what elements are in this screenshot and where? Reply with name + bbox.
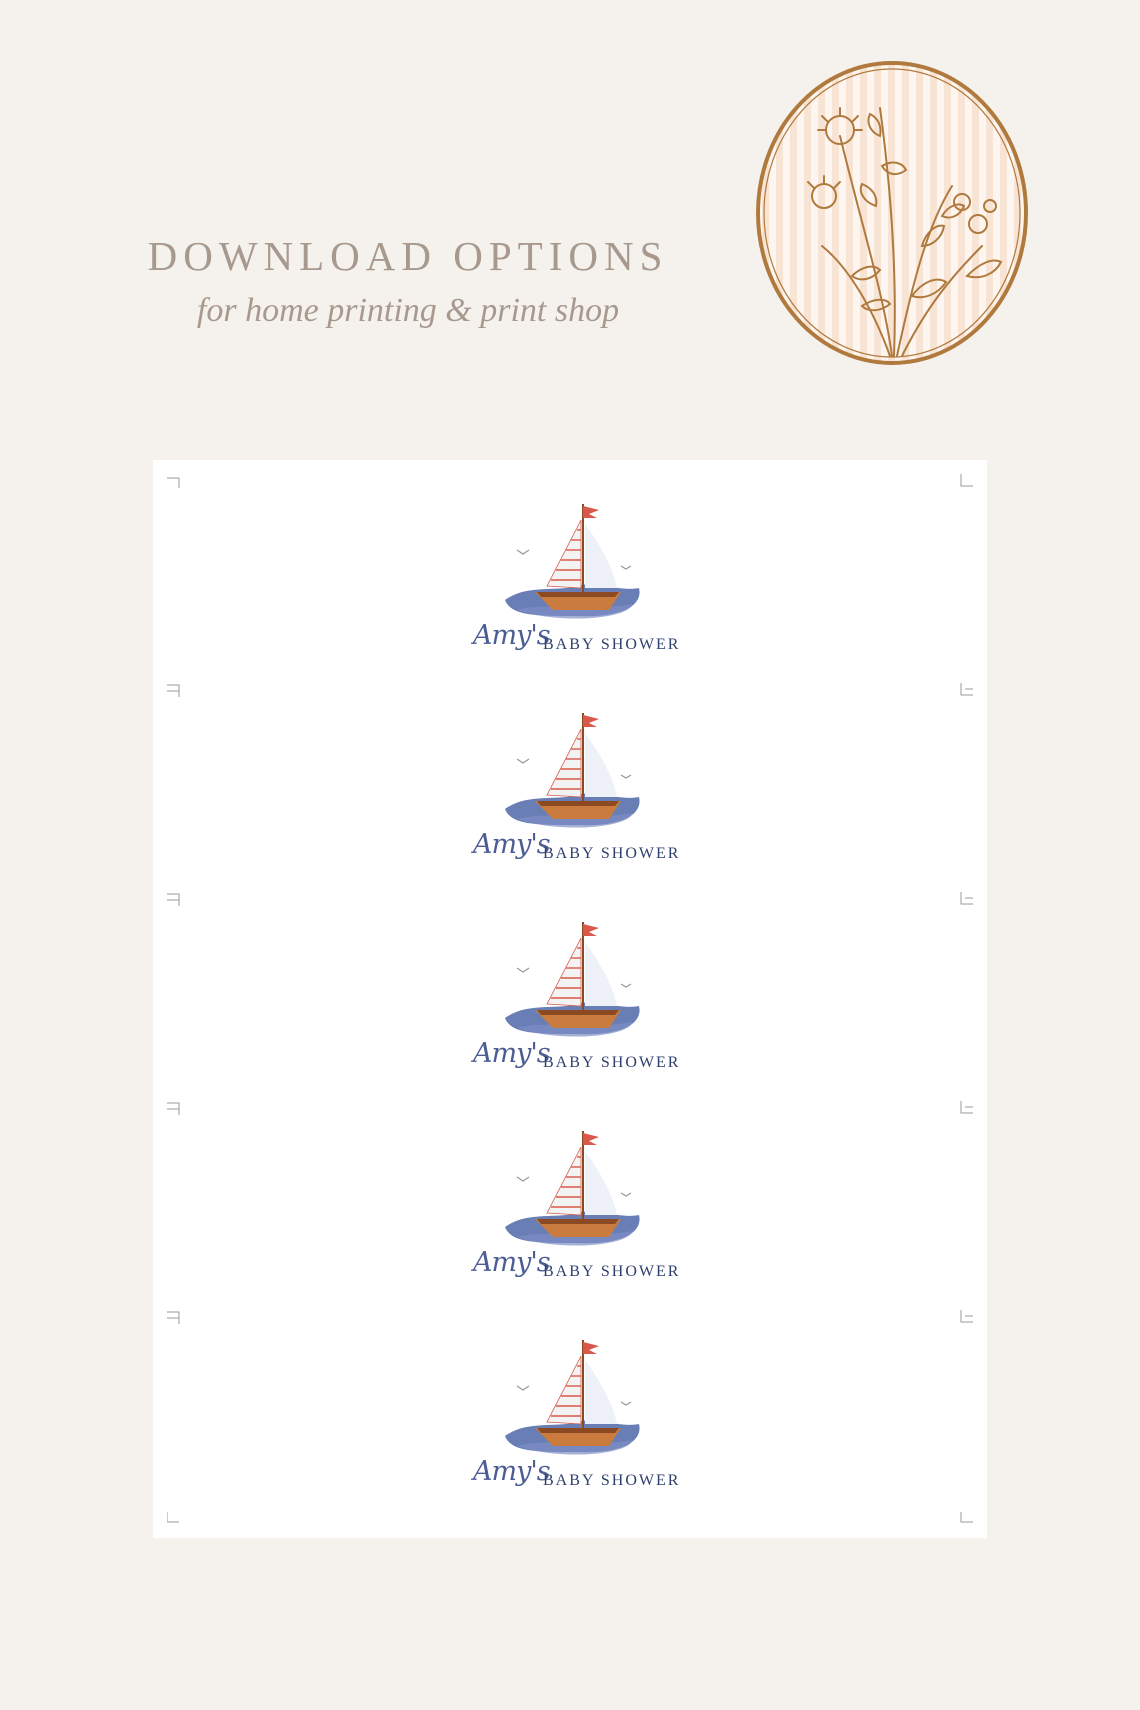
header	[0, 0, 1140, 420]
label-caption	[473, 829, 693, 869]
sailboat-icon	[497, 918, 647, 1046]
sailboat-icon	[497, 709, 647, 837]
label-event: BABY SHOWER	[543, 1472, 681, 1489]
label-name-script: Amy's	[473, 620, 550, 651]
label-name-script: Amy's	[473, 1038, 550, 1069]
label-item	[153, 669, 987, 878]
label-event: BABY SHOWER	[543, 636, 681, 653]
page-title: DOWNLOAD OPTIONS	[147, 233, 669, 279]
sailboat-icon	[497, 500, 647, 628]
label-caption	[473, 620, 693, 660]
label-event: BABY SHOWER	[543, 1054, 681, 1071]
label-item	[153, 1087, 987, 1296]
label-event: BABY SHOWER	[543, 1263, 681, 1280]
label-sheet	[153, 460, 987, 1538]
floral-bouquet-oval-icon	[752, 56, 1032, 370]
crop-mark-icon	[959, 1512, 973, 1526]
sailboat-icon	[497, 1336, 647, 1464]
label-item	[153, 878, 987, 1087]
label-caption	[473, 1247, 693, 1287]
label-item	[153, 1296, 987, 1505]
crop-mark-icon	[167, 1512, 181, 1526]
label-name-script: Amy's	[473, 1247, 550, 1278]
label-caption	[473, 1456, 693, 1496]
label-caption	[473, 1038, 693, 1078]
label-item	[153, 460, 987, 669]
label-name-script: Amy's	[473, 829, 550, 860]
sailboat-icon	[497, 1127, 647, 1255]
page-subtitle: for home printing & print shop	[196, 292, 620, 329]
label-name-script: Amy's	[473, 1456, 550, 1487]
label-event: BABY SHOWER	[543, 845, 681, 862]
